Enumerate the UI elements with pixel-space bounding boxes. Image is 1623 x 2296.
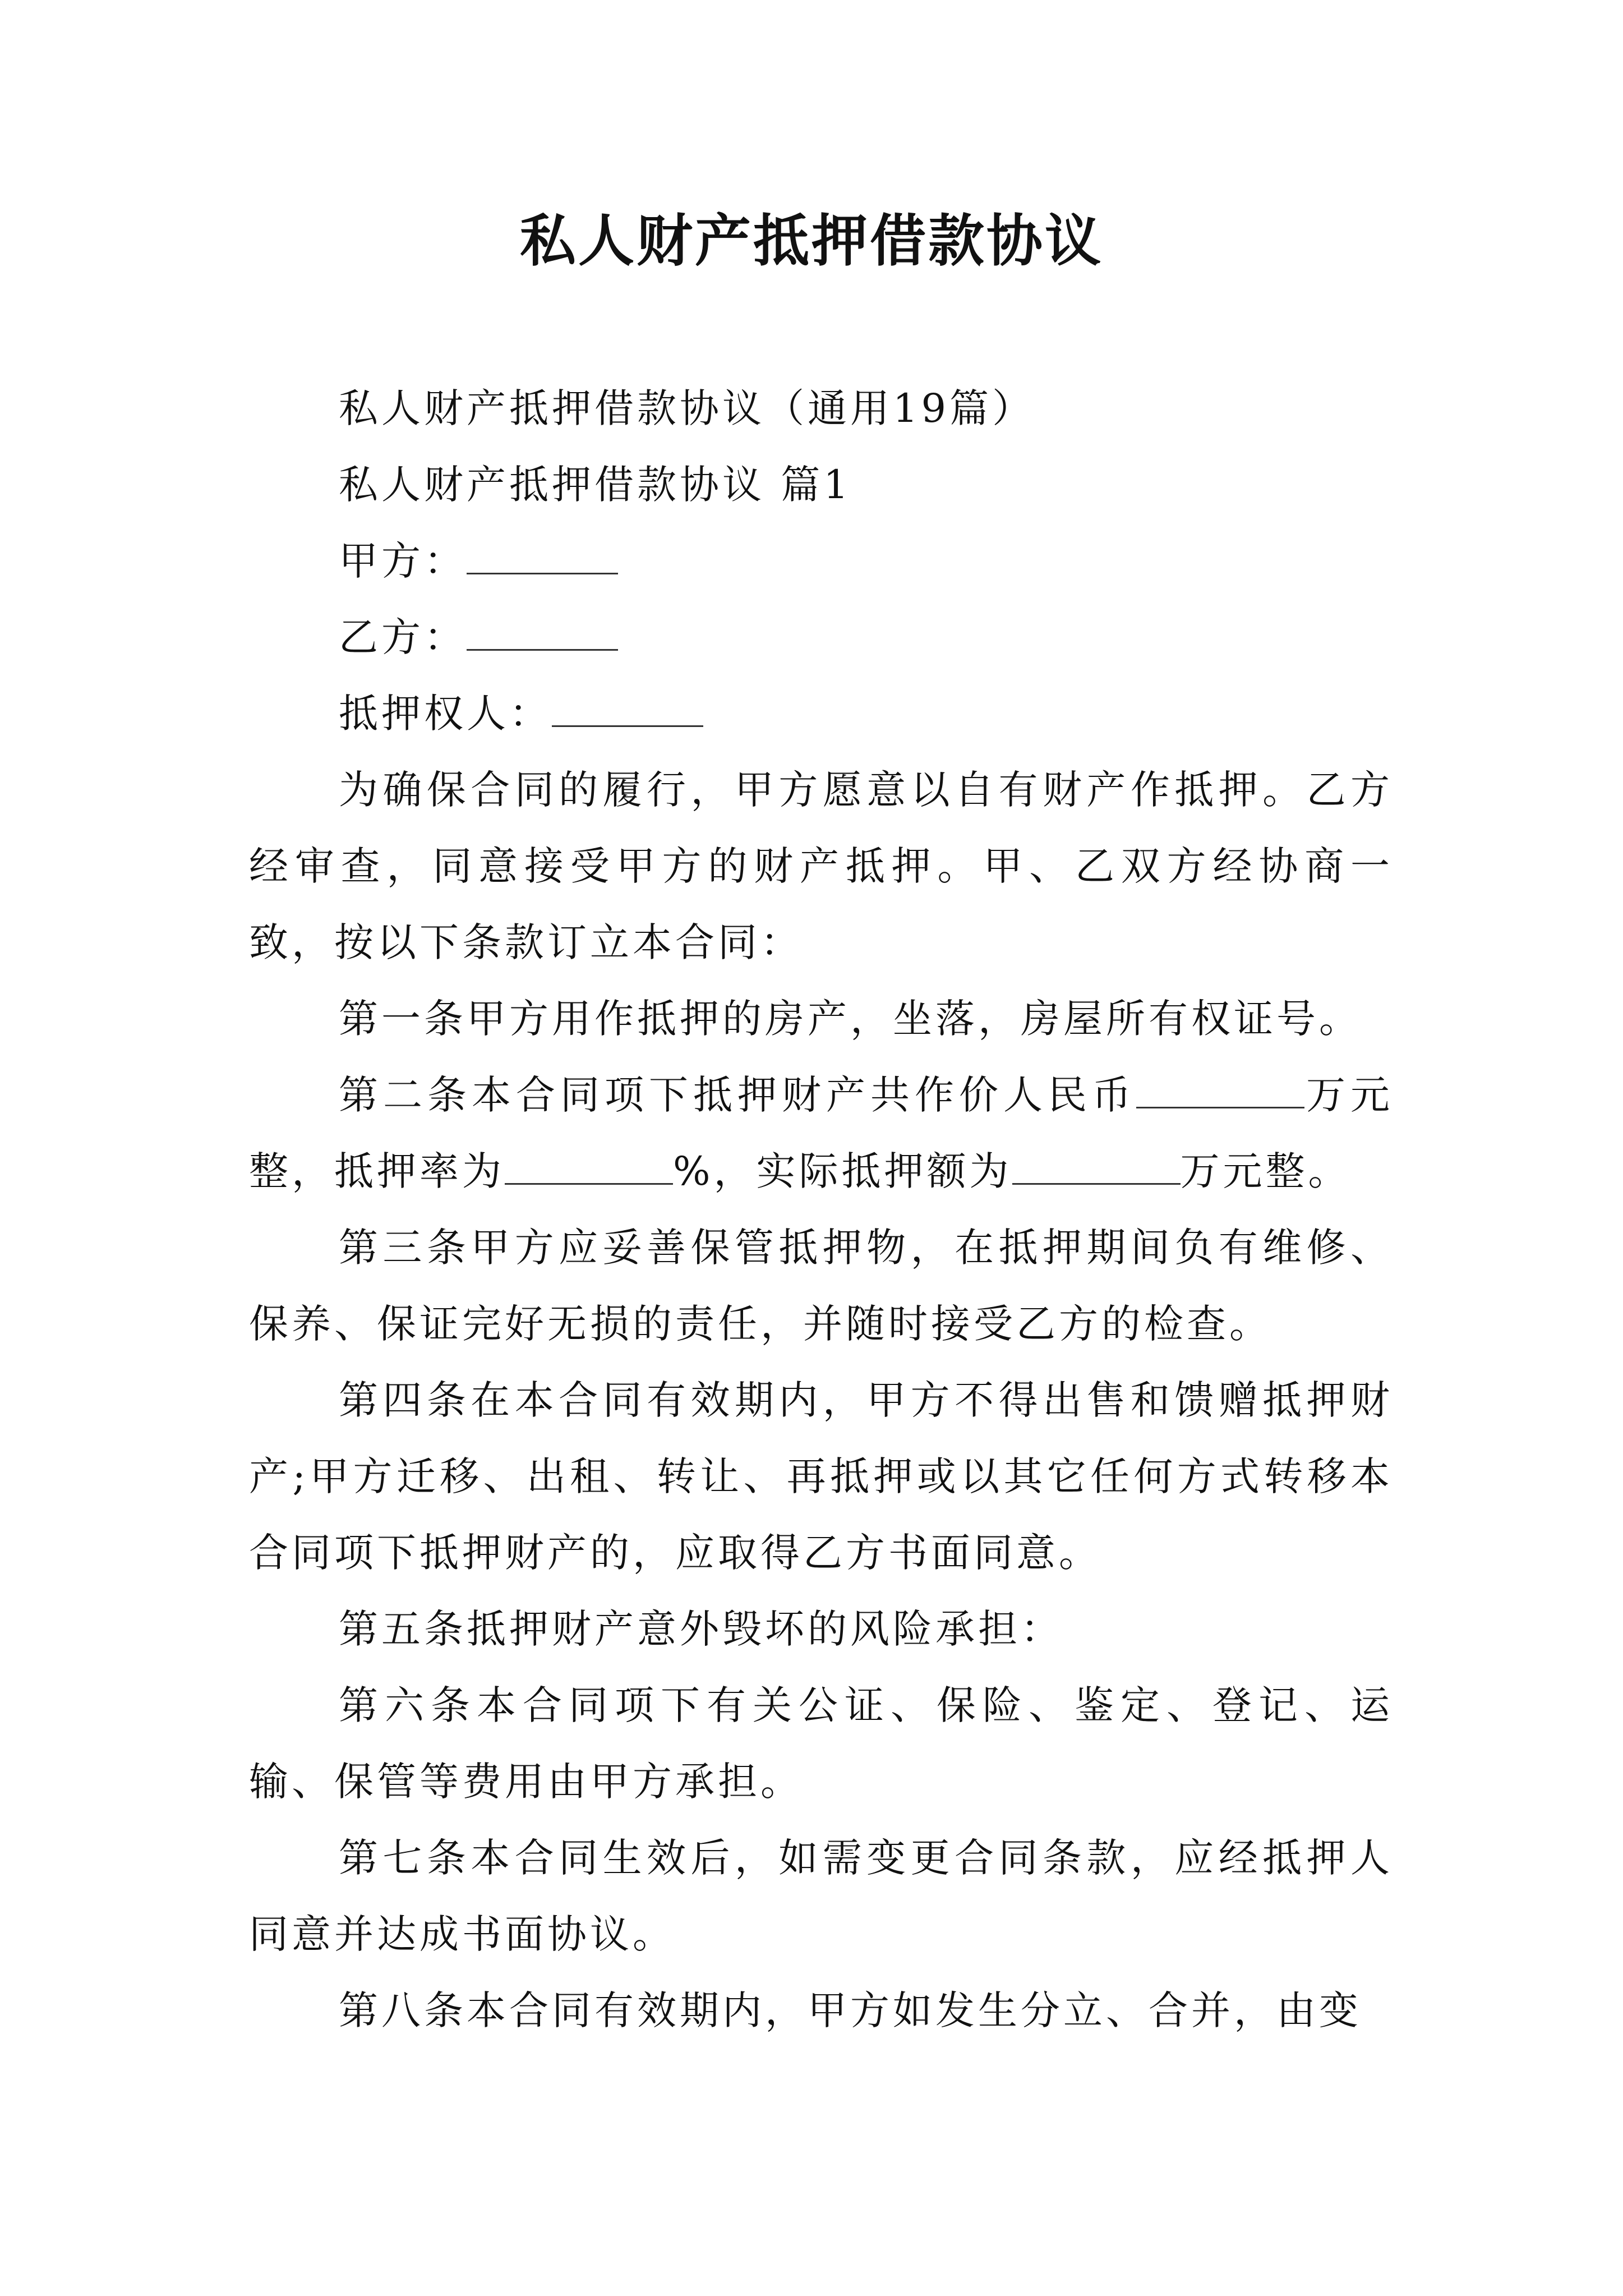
article-2: [249, 1057, 1393, 1209]
article-3: 第三条甲方应妥善保管抵押物，在抵押期间负有维修、保养、保证完好无损的责任，并随时接受乙方的检查。: [249, 1225, 1393, 1347]
valuation-blank: [1136, 1071, 1304, 1108]
party-a-blank: [467, 537, 618, 574]
article-2-part-4: 万元整。: [1180, 1148, 1351, 1194]
document-body: [249, 370, 1393, 2049]
subtitle: 私人财产抵押借款协议（通用19篇）: [339, 385, 1035, 431]
article-4: 第四条在本合同有效期内，甲方不得出售和馈赠抵押财产;甲方迁移、出租、转让、再抵押或以其它任何方式转移本合同项下抵押财产的，应取得乙方书面同意。: [249, 1377, 1393, 1576]
article-1: 第一条甲方用作抵押的房产，坐落，房屋所有权证号。: [339, 996, 1362, 1042]
article-5: 第五条抵押财产意外毁坏的风险承担：: [339, 1606, 1063, 1652]
actual-amount-blank: [1012, 1147, 1181, 1185]
intro-paragraph: 为确保合同的履行，甲方愿意以自有财产作抵押。乙方经审查，同意接受甲方的财产抵押。甲、乙双方经协商一致，按以下条款订立本合同：: [249, 767, 1393, 965]
section-heading: 私人财产抵押借款协议 篇1: [339, 462, 852, 508]
party-b-label: 乙方：: [339, 614, 467, 660]
mortgagee-blank: [552, 689, 703, 727]
mortgage-rate-blank: [505, 1147, 673, 1185]
article-2-part-2: 万元整，抵押率为: [249, 1072, 1393, 1194]
mortgagee-line: [249, 675, 1393, 752]
article-6: 第六条本合同项下有关公证、保险、鉴定、登记、运输、保管等费用由甲方承担。: [249, 1682, 1393, 1805]
party-a-line: [249, 523, 1393, 599]
document-title: 私人财产抵押借款协议: [520, 208, 1103, 274]
article-2-part-1: 第二条本合同项下抵押财产共作价人民币: [339, 1072, 1136, 1118]
party-b-line: [249, 599, 1393, 675]
article-7: 第七条本合同生效后，如需变更合同条款，应经抵押人同意并达成书面协议。: [249, 1835, 1393, 1957]
article-8: 第八条本合同有效期内，甲方如发生分立、合并，由变: [339, 1987, 1362, 2033]
party-b-blank: [467, 613, 618, 651]
article-2-part-3: %，实际抵押额为: [673, 1148, 1012, 1194]
party-a-label: 甲方：: [339, 538, 467, 584]
mortgagee-label: 抵押权人：: [339, 691, 552, 737]
